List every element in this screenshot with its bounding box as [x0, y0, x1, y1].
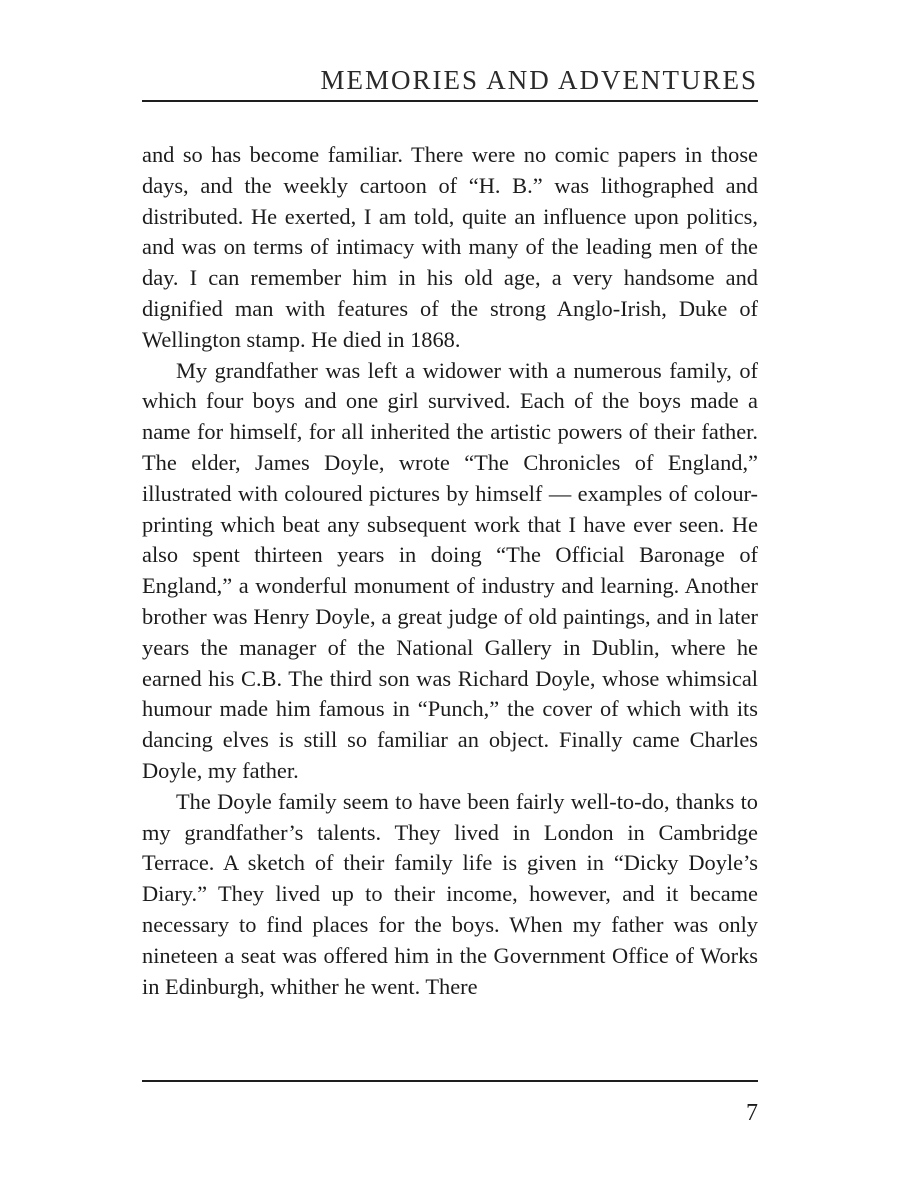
- page-number: 7: [746, 1100, 758, 1126]
- page-body: [142, 140, 758, 1002]
- paragraph-continuation: and so has become familiar. There were no comic papers in those days, and the weekly cartoon of “H. B.” was lithographed and distributed. He exerted, I am told, quite an influence upon politics, and was on terms of intimacy with many of the leading men of the day. I can remember him in his old age, a very handsome and dignified man with features of the strong Anglo-Irish, Duke of Wellington stamp. He died in 1868.: [142, 142, 758, 352]
- header-rule: [142, 100, 758, 102]
- running-head-title: MEMORIES AND ADVENTURES: [320, 65, 758, 95]
- paragraph-grandfather-family: My grandfather was left a widower with a numerous family, of which four boys and one girl survived. Each of the boys made a name for himself, for all inherited the artistic powers of their father. The elder, James Doyle, wrote “The Chronicles of England,” illustrated with coloured pictures by himself — examples of colour-printing which beat any subsequent work that I have ever seen. He also spent thirteen years in doing “The Official Baronage of England,” a wonderful monument of industry and learning. Another brother was Henry Doyle, a great judge of old paintings, and in later years the manager of the National Gallery in Dublin, where he earned his C.B. The third son was Richard Doyle, whose whimsical humour made him famous in “Punch,” the cover of which with its dancing elves is still so familiar an object. Finally came Charles Doyle, my father.: [142, 357, 758, 783]
- paragraph-doyle-family: The Doyle family seem to have been fairly well-to-do, thanks to my grandfather’s talents. They lived in London in Cambridge Terrace. A sketch of their family life is given in “Dicky Doyle’s Diary.” They lived up to their income, however, and it became necessary to find places for the boys. When my father was only nineteen a seat was offered him in the Government Office of Works in Edinburgh, whither he went. There: [142, 788, 758, 999]
- footer-rule: [142, 1080, 758, 1082]
